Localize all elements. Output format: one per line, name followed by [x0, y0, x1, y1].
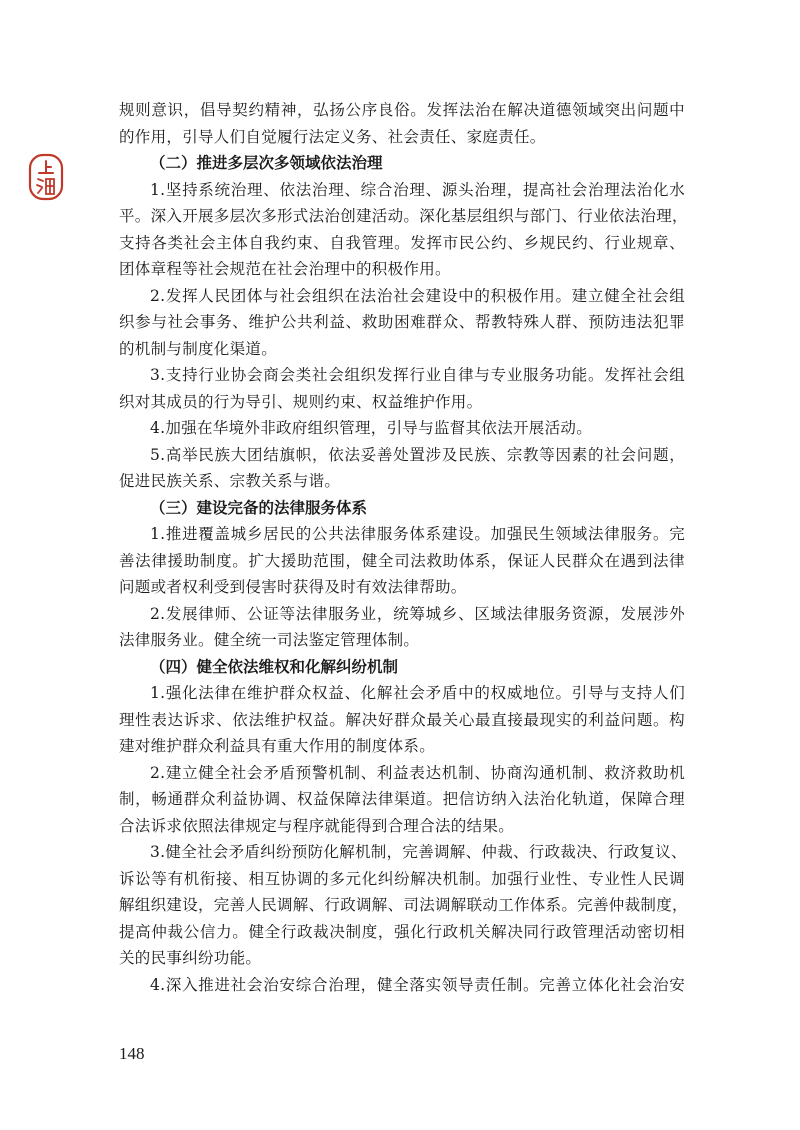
text-line: 4.加强在华境外非政府组织管理，引导与监督其依法开展活动。 [150, 419, 592, 437]
text-line: 促进民族关系、宗教关系与谐。 [119, 472, 341, 490]
text-line: 2.发展律师、公证等法律服务业，统筹城乡、区域法律服务资源，发展涉外 [150, 604, 685, 623]
section-heading: （四）健全依法维权和化解纠纷机制 [150, 657, 399, 676]
seal-graphic [26, 152, 66, 202]
page-number: 148 [119, 1044, 145, 1063]
text-line: 善法律援助制度。扩大援助范围，健全司法救助体系，保证人民群众在遇到法律 [119, 551, 685, 570]
text-line: 1.坚持系统治理、依法治理、综合治理、源头治理，提高社会治理法治化水 [150, 180, 685, 199]
body-text [119, 97, 688, 998]
text-line: 的作用，引导人们自觉履行法定义务、社会责任、家庭责任。 [119, 127, 546, 146]
text-line: 2.发挥人民团体与社会组织在法治社会建设中的积极作用。建立健全社会组 [150, 286, 685, 305]
text-line: 合法诉求依照法律规定与程序就能得到合理合法的结果。 [119, 816, 515, 835]
text-line: 1.推进覆盖城乡居民的公共法律服务体系建设。加强民生领域法律服务。完 [150, 525, 685, 543]
text-line: 关的民事纠纷功能。 [119, 949, 262, 967]
text-line: 3.健全社会矛盾纠纷预防化解机制，完善调解、仲裁、行政裁决、行政复议、 [150, 843, 687, 861]
text-line: 2.建立健全社会矛盾预警机制、利益表达机制、协商沟通机制、救济救助机 [150, 763, 685, 782]
text-line: 平。深入开展多层次多形式法治创建活动。深化基层组织与部门、行业依法治理， [119, 207, 688, 225]
text-line: 5.高举民族大团结旗帜，依法妥善处置涉及民族、宗教等因素的社会问题， [150, 445, 685, 464]
section-heading: （二）推进多层次多领域依法治理 [150, 154, 383, 172]
text-line: 1.强化法律在维护群众权益、化解社会矛盾中的权威地位。引导与支持人们 [150, 684, 685, 702]
text-line: 理性表达诉求、依法维护权益。解决好群众最关心最直接最现实的利益问题。构 [119, 710, 685, 729]
text-line: 支持各类社会主体自我约束、自我管理。发挥市民公约、乡规民约、行业规章、 [119, 233, 685, 252]
text-line: 提高仲裁公信力。健全行政裁决制度，强化行政机关解决同行政管理活动密切相 [119, 922, 685, 941]
text-line: 法律服务业。健全统一司法鉴定管理体制。 [119, 631, 420, 649]
text-line: 团体章程等社会规范在社会治理中的积极作用。 [119, 260, 451, 278]
text-line: 解组织建设，完善人民调解、行政调解、司法调解联动工作体系。完善仲裁制度， [119, 896, 688, 914]
text-line: 建对维护群众利益具有重大作用的制度体系。 [119, 737, 436, 755]
text-line: 规则意识，倡导契约精神，弘扬公序良俗。发挥法治在解决道德领域突出问题中 [119, 101, 685, 119]
text-line: 织参与社会事务、维护公共利益、救助困难群众、帮教特殊人群、预防违法犯罪 [119, 313, 685, 331]
text-line: 诉讼等有机衔接、相互协调的多元化纠纷解决机制。加强行业性、专业性人民调 [119, 869, 685, 888]
text-line: 织对其成员的行为导引、规则约束、权益维护作用。 [119, 392, 483, 411]
text-line: 的机制与制度化渠道。 [119, 339, 278, 358]
section-heading: （三）建设完备的法律服务体系 [150, 498, 368, 517]
text-line: 问题或者权利受到侵害时获得及时有效法律帮助。 [119, 578, 467, 596]
text-line: 4.深入推进社会治安综合治理，健全落实领导责任制。完善立体化社会治安 [150, 975, 685, 994]
text-line: 3.支持行业协会商会类社会组织发挥行业自律与专业服务功能。发挥社会组 [150, 366, 685, 384]
red-seal-stamp-icon [26, 152, 66, 202]
text-line: 制，畅通群众利益协调、权益保障法律渠道。把信访纳入法治化轨道，保障合理 [119, 790, 685, 808]
